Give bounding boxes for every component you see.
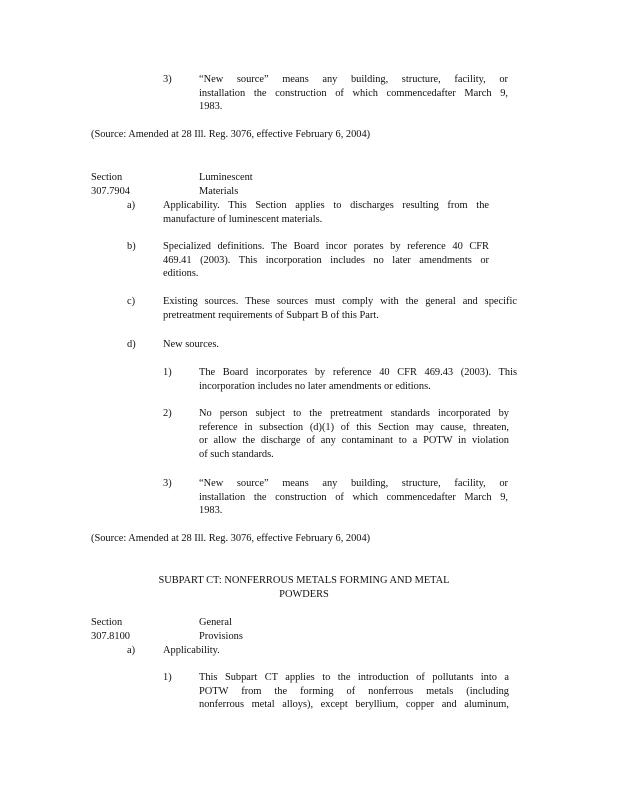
text-line: incorporation includes no later amendments or editions. — [199, 380, 431, 392]
text-line: Applicability. — [163, 645, 220, 656]
item-mark: b) — [127, 241, 136, 252]
text-line: This Subpart CT applies to the introduction of pollutants into a — [199, 672, 509, 683]
item-mark: 3) — [163, 478, 172, 489]
item-mark: 1) — [163, 367, 172, 378]
source-text: (Source: Amended at 28 Ill. Reg. 3076, effective February 6, 2004) — [91, 129, 371, 140]
item-mark: a) — [127, 200, 136, 211]
section-number: Section 307.8100 — [91, 617, 130, 642]
text-line: reference in subsection (d)(1) of this Section may cause, threaten, — [199, 421, 509, 433]
source-note — [91, 532, 421, 546]
text-line: “New source” means any building, structure, facility, or — [199, 74, 508, 85]
text-line: New sources. — [163, 339, 219, 350]
section-title: Luminescent Materials — [199, 172, 253, 197]
text-line: 469.41 (2003). This incorporation includes no later amendments or — [163, 254, 489, 266]
source-text: (Source: Amended at 28 Ill. Reg. 3076, effective February 6, 2004) — [91, 533, 371, 544]
heading-line: SUBPART CT: NONFERROUS METALS FORMING AND METAL — [158, 575, 450, 586]
source-note — [91, 128, 421, 142]
text-line: Existing sources. These sources must comply with the general and specific — [163, 296, 517, 307]
text-line: Specialized definitions. The Board incor porates by reference 40 CFR — [163, 241, 489, 252]
text-line: 1983. — [199, 505, 223, 517]
text-line: installation the construction of which commencedafter March 9, — [199, 87, 508, 99]
section-title: General Provisions — [199, 617, 243, 642]
subpart-heading — [134, 574, 474, 601]
item-mark: 3) — [163, 74, 172, 85]
text-line: or allow the discharge of any contaminant to a POTW in violation — [199, 435, 509, 447]
text-line: editions. — [163, 268, 199, 280]
text-line: No person subject to the pretreatment standards incorporated by — [199, 408, 509, 419]
item-mark: 1) — [163, 672, 172, 683]
text-line: installation the construction of which commencedafter March 9, — [199, 491, 508, 503]
text-line: The Board incorporates by reference 40 CFR 469.43 (2003). This — [199, 367, 517, 378]
text-line: of such standards. — [199, 448, 274, 460]
item-mark: a) — [127, 645, 136, 656]
heading-line: POWDERS — [279, 588, 329, 600]
text-line: POTW from the forming of nonferrous metals (including — [199, 685, 509, 697]
section-number: Section 307.7904 — [91, 172, 130, 197]
item-mark: c) — [127, 296, 136, 307]
text-line: manufacture of luminescent materials. — [163, 213, 323, 225]
text-line: nonferrous metal alloys), except beryllium, copper and aluminum, — [199, 699, 509, 711]
text-line: 1983. — [199, 101, 223, 113]
item-mark: d) — [127, 339, 136, 350]
text-line: “New source” means any building, structure, facility, or — [199, 478, 508, 489]
text-line: Applicability. This Section applies to discharges resulting from the — [163, 200, 489, 211]
text-line: pretreatment requirements of Subpart B of this Part. — [163, 309, 379, 321]
item-mark: 2) — [163, 408, 172, 419]
